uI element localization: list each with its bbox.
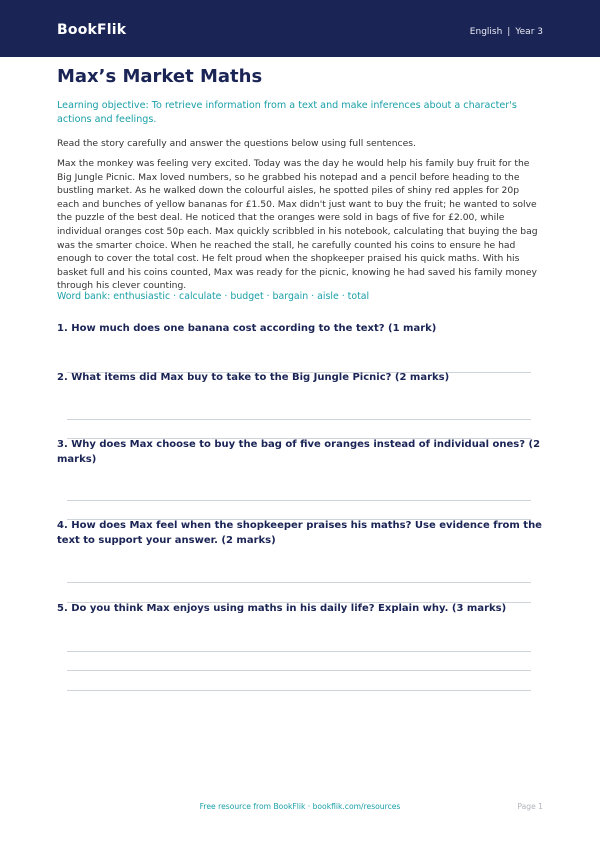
year-label: Year 3 <box>515 27 543 37</box>
brand-logo[interactable]: BookFlik <box>57 22 127 38</box>
learning-objective: Learning objective: To retrieve information from a text and make inferences about a character's actions and feelings. <box>57 100 517 125</box>
question-2: 2. What items did Max buy to take to the Big Jungle Picnic? (2 marks) <box>57 372 450 383</box>
page-number: Page 1 <box>517 802 543 811</box>
question-4: 4. How does Max feel when the shopkeeper praises his maths? Use evidence from the text to support your answer. (2 marks) <box>57 520 542 546</box>
question-3: 3. Why does Max choose to buy the bag of five oranges instead of individual ones? (2 marks) <box>57 439 541 465</box>
instructions: Read the story carefully and answer the questions below using full sentences. <box>57 138 416 149</box>
answer-line[interactable] <box>67 690 531 691</box>
page-header <box>0 0 600 57</box>
page-title: Max’s Market Maths <box>57 66 263 87</box>
question-1: 1. How much does one banana cost according to the text? (1 mark) <box>57 323 437 334</box>
subject-year <box>470 27 543 37</box>
answer-line[interactable] <box>67 419 531 420</box>
word-bank: Word bank: enthusiastic · calculate · budget · bargain · aisle · total <box>57 291 370 302</box>
subject-label: English <box>469 27 503 37</box>
question-5: 5. Do you think Max enjoys using maths in his daily life? Explain why. (3 marks) <box>57 603 507 614</box>
answer-line[interactable] <box>67 582 531 583</box>
meta-separator: | <box>507 27 511 37</box>
answer-line[interactable] <box>67 500 531 501</box>
answer-line[interactable] <box>67 651 531 652</box>
footer-text[interactable]: Free resource from BookFlik · bookflik.com/resources <box>199 802 401 811</box>
story-text: Max the monkey was feeling very excited. Today was the day he would help his family buy fruit for the Big Jungle Picnic. Max loved numbers, so he grabbed his notepad and a pencil before heading to the bustling market. As he walked down the colourful aisles, he spotted piles of shiny red apples for 20p each and bunches of yellow bananas for £1.50. Max didn't just want to buy the fruit; he wanted to solve the puzzle of the best deal. He noticed that the oranges were sold in bags of five for £2.00, while individual oranges cost 50p each. Max quickly scribbled in his notebook, calculating that buying the bag was the smarter choice. When he reached the stall, he carefully counted his coins to ensure he had enough to cover the total cost. He felt proud when the shopkeeper praised his quick maths. With his basket full and his coins counted, Max was ready for the picnic, knowing he had saved his family money through his clever counting. <box>57 158 538 292</box>
answer-line[interactable] <box>67 670 531 671</box>
